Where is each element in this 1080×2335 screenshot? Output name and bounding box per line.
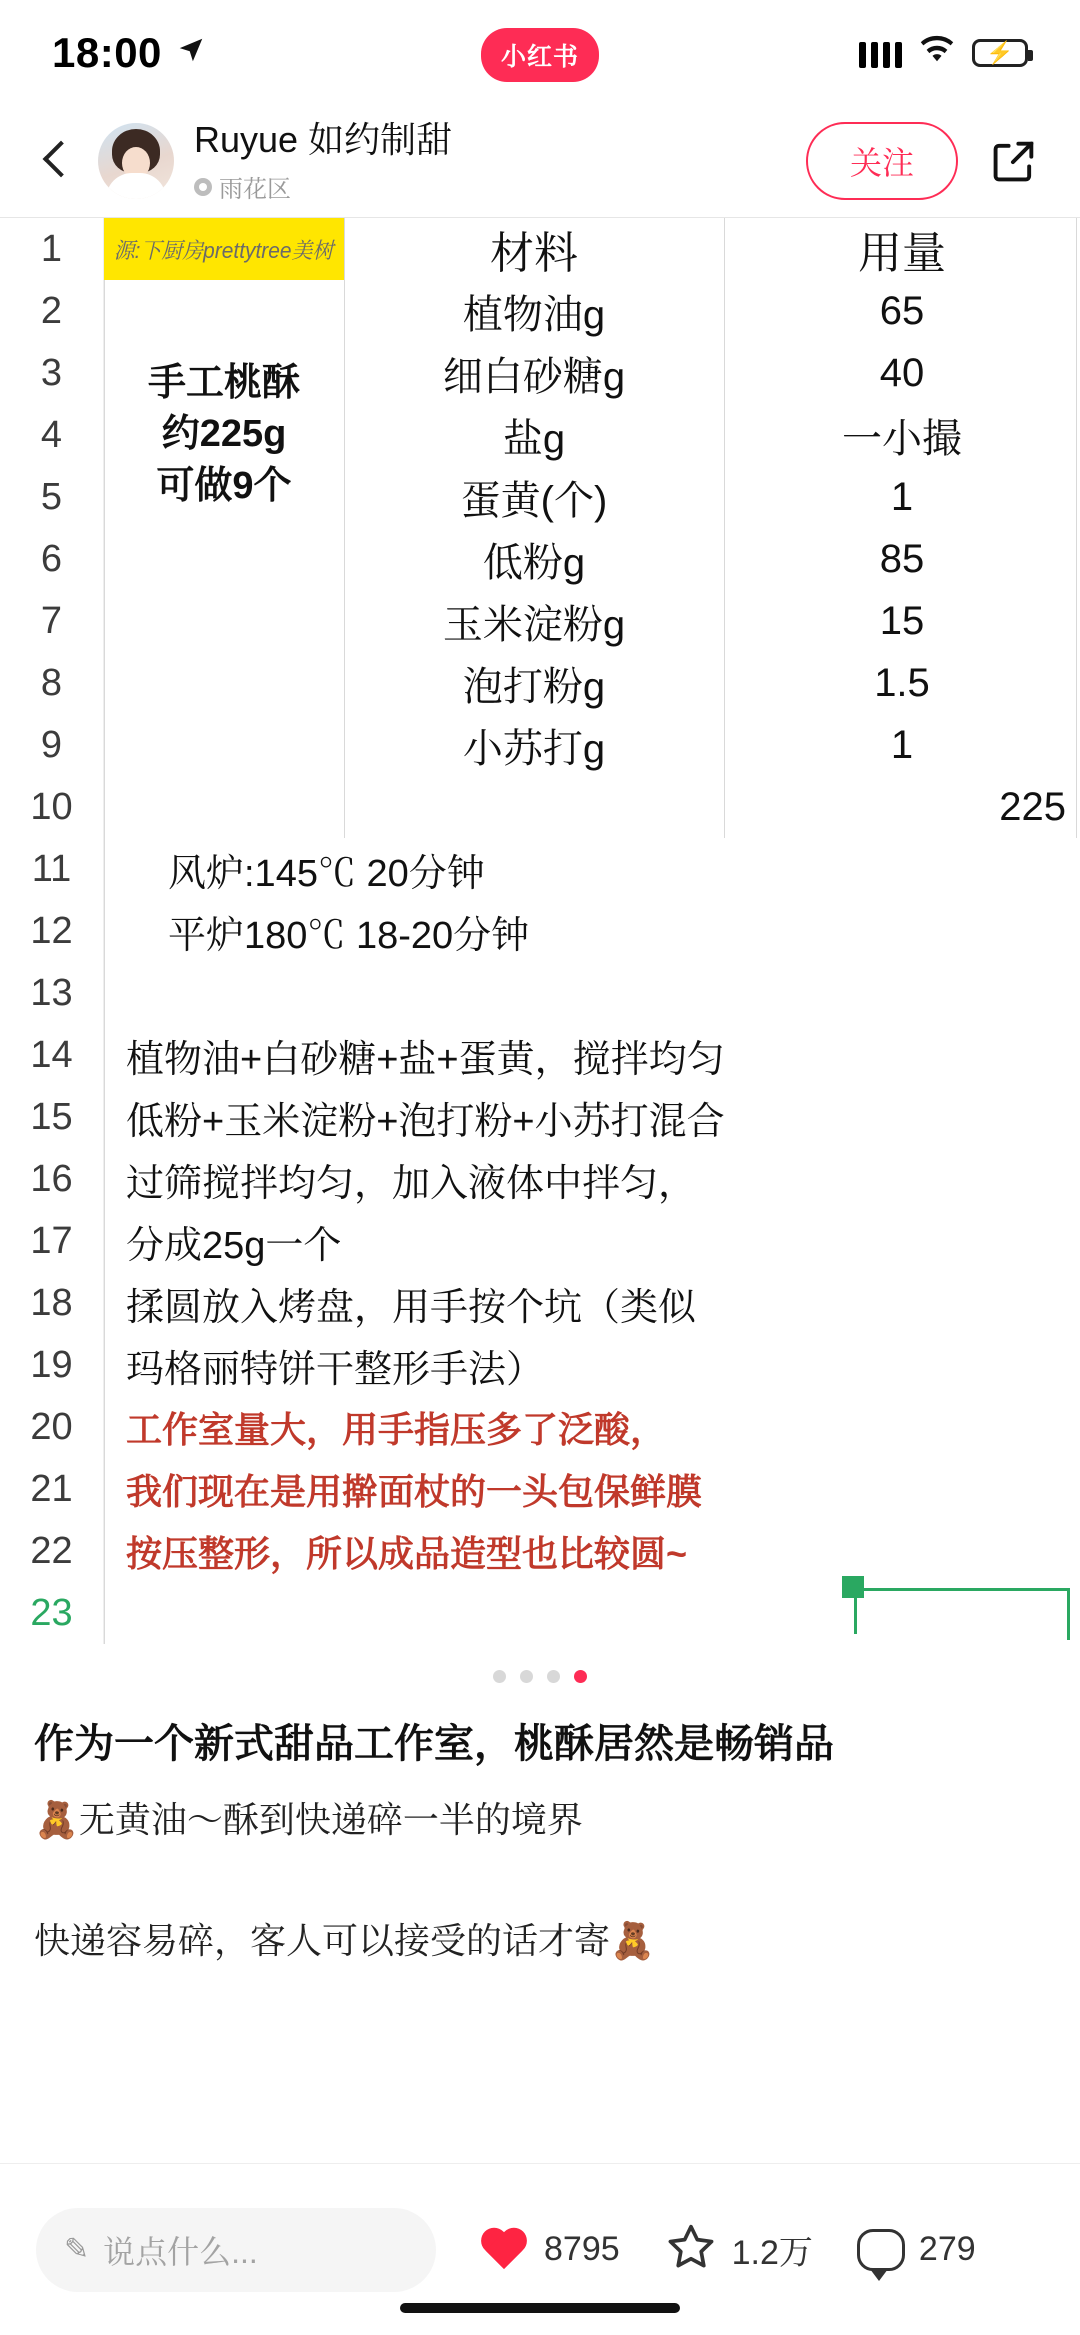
status-time: 18:00 <box>52 28 162 76</box>
row-number: 8 <box>0 652 104 714</box>
author-block[interactable] <box>194 118 452 204</box>
merged-line-3: 可做9个 <box>156 464 292 507</box>
comment-action[interactable] <box>857 2229 976 2271</box>
spreadsheet-image[interactable] <box>0 217 1080 1644</box>
row-cells <box>104 218 1080 280</box>
carousel-dot[interactable] <box>520 1670 533 1683</box>
row-number: 1 <box>0 218 104 280</box>
cell-text: 揉圆放入烤盘，用手按个坑（类似 <box>126 1286 697 1329</box>
location-arrow-icon <box>176 35 206 70</box>
row-number: 14 <box>0 1024 104 1086</box>
row-number: 22 <box>0 1520 104 1582</box>
row-number: 7 <box>0 590 104 652</box>
comment-count: 279 <box>918 2230 976 2268</box>
collect-action[interactable] <box>664 2221 813 2278</box>
note-cell <box>104 218 344 280</box>
cell-amount: 40 <box>879 350 925 395</box>
cell-material: 泡打粉g <box>462 664 606 709</box>
cell-material: 玉米淀粉g <box>442 602 626 647</box>
cell-text: 平炉180℃ 18-20分钟 <box>168 914 530 957</box>
location-pin-icon <box>194 178 212 196</box>
sheet-grid <box>0 218 1080 1644</box>
table-row[interactable] <box>0 280 1080 342</box>
cell-material: 低粉g <box>482 540 586 585</box>
cell-text: 按压整形，所以成品造型也比较圆~ <box>126 1532 688 1574</box>
cell-total: 225 <box>999 784 1066 829</box>
carousel-dot-active[interactable] <box>574 1670 587 1683</box>
selection-handle[interactable] <box>842 1576 864 1598</box>
cell-amount: 85 <box>879 536 925 581</box>
row-number: 15 <box>0 1086 104 1148</box>
cell-text: 工作室量大，用手指压多了泛酸， <box>126 1408 667 1450</box>
table-row[interactable] <box>0 652 1080 714</box>
table-row[interactable] <box>0 1334 1080 1396</box>
merged-line-2: 约225g <box>161 413 287 456</box>
collect-count: 1.2万 <box>731 2234 813 2272</box>
table-row[interactable] <box>0 1148 1080 1210</box>
cell-amount: 一小撮 <box>842 416 962 461</box>
caption-title: 作为一个新式甜品工作室，桃酥居然是畅销品 <box>34 1722 834 1766</box>
row-number: 5 <box>0 466 104 528</box>
cell-text: 风炉:145℃ 20分钟 <box>168 852 485 895</box>
row-number: 12 <box>0 900 104 962</box>
cell-text <box>104 962 126 1024</box>
cell-text: 植物油+白砂糖+盐+蛋黄，搅拌均匀 <box>126 1038 725 1081</box>
cell-material: 蛋黄(个) <box>460 478 608 523</box>
table-row[interactable] <box>0 1210 1080 1272</box>
table-row[interactable] <box>0 1396 1080 1458</box>
author-name: Ruyue 如约制甜 <box>194 118 453 160</box>
caption-line-1: 🧸无黄油～酥到快递碎一半的境界 <box>34 1799 583 1840</box>
cell-material: 细白砂糖g <box>442 354 626 399</box>
status-icons <box>859 35 1028 70</box>
heart-icon[interactable] <box>480 2227 530 2273</box>
table-row[interactable] <box>0 1458 1080 1520</box>
row-number: 6 <box>0 528 104 590</box>
like-action[interactable] <box>480 2227 620 2273</box>
selected-cell-range[interactable] <box>104 1582 1080 1644</box>
battery-charging-icon: ⚡ <box>972 39 1028 67</box>
row-number: 17 <box>0 1210 104 1272</box>
pencil-icon: ✎ <box>64 2233 90 2266</box>
row-number: 2 <box>0 280 104 342</box>
post-header <box>0 105 1080 217</box>
table-row[interactable] <box>0 838 1080 900</box>
row-number: 13 <box>0 962 104 1024</box>
author-location-label: 雨花区 <box>219 176 291 204</box>
row-number: 21 <box>0 1458 104 1520</box>
table-row[interactable] <box>0 404 1080 466</box>
row-number: 16 <box>0 1148 104 1210</box>
row-number: 10 <box>0 776 104 838</box>
table-row[interactable] <box>0 218 1080 280</box>
cell-material: 小苏打g <box>462 726 606 771</box>
wifi-icon <box>918 35 956 70</box>
table-row[interactable] <box>0 1520 1080 1582</box>
comment-input[interactable] <box>36 2208 436 2292</box>
watermark-note <box>104 218 344 280</box>
back-chevron-icon[interactable] <box>34 138 80 184</box>
avatar[interactable] <box>98 123 174 199</box>
table-row[interactable] <box>0 1086 1080 1148</box>
table-row[interactable] <box>0 714 1080 776</box>
row-number: 19 <box>0 1334 104 1396</box>
table-row[interactable] <box>0 590 1080 652</box>
caption-line-2: 快递容易碎，客人可以接受的话才寄🧸 <box>34 1920 655 1962</box>
cell-amount: 1.5 <box>874 660 930 705</box>
brand-badge: 小红书 <box>481 28 599 82</box>
table-row[interactable] <box>0 776 1080 838</box>
cell-text: 分成25g一个 <box>126 1224 342 1267</box>
cell-amount: 15 <box>879 598 925 643</box>
table-row[interactable] <box>0 962 1080 1024</box>
comment-bubble-icon[interactable] <box>857 2229 905 2271</box>
header-amount: 用量 <box>858 229 946 278</box>
cell-text: 过筛搅拌均匀，加入液体中拌匀， <box>126 1162 697 1205</box>
row-number: 4 <box>0 404 104 466</box>
table-row[interactable] <box>0 1272 1080 1334</box>
share-icon[interactable] <box>988 135 1040 187</box>
carousel-dot[interactable] <box>493 1670 506 1683</box>
table-row[interactable] <box>0 466 1080 528</box>
row-number: 18 <box>0 1272 104 1334</box>
table-row[interactable] <box>0 528 1080 590</box>
status-bar <box>0 0 1080 105</box>
cell-text: 低粉+玉米淀粉+泡打粉+小苏打混合 <box>126 1100 725 1143</box>
star-icon[interactable] <box>664 2221 718 2278</box>
carousel-dots[interactable] <box>0 1644 1080 1701</box>
cell-amount: 65 <box>879 288 925 333</box>
selection-outline[interactable] <box>854 1588 1070 1640</box>
comment-placeholder: 说点什么... <box>103 2233 258 2270</box>
merged-line-1: 手工桃酥 <box>147 362 300 405</box>
row-number: 9 <box>0 714 104 776</box>
header-material: 材料 <box>490 229 578 278</box>
follow-button[interactable]: 关注 <box>806 122 958 200</box>
cell-amount: 1 <box>890 722 914 767</box>
cell-text: 我们现在是用擀面杖的一头包保鲜膜 <box>126 1470 703 1512</box>
cell-amount: 1 <box>890 474 914 519</box>
watermark-text: 源:下厨房prettytree美树 <box>114 237 334 263</box>
carousel-dot[interactable] <box>547 1670 560 1683</box>
caption-spacer <box>34 1850 1046 1894</box>
row-number: 3 <box>0 342 104 404</box>
cellular-signal-icon <box>859 38 902 68</box>
row-number: 23 <box>0 1582 104 1644</box>
table-row[interactable] <box>0 900 1080 962</box>
post-caption <box>0 1701 1080 1971</box>
table-row[interactable] <box>0 1582 1080 1644</box>
cell-material: 盐g <box>502 416 566 461</box>
table-row[interactable] <box>0 342 1080 404</box>
like-count: 8795 <box>544 2230 620 2268</box>
cell-text: 玛格丽特饼干整形手法） <box>126 1348 545 1391</box>
table-row[interactable] <box>0 1024 1080 1086</box>
cell-material: 植物油g <box>462 292 606 337</box>
row-number: 11 <box>0 838 104 900</box>
author-location <box>194 169 452 204</box>
row-number: 20 <box>0 1396 104 1458</box>
home-indicator <box>400 2303 680 2313</box>
